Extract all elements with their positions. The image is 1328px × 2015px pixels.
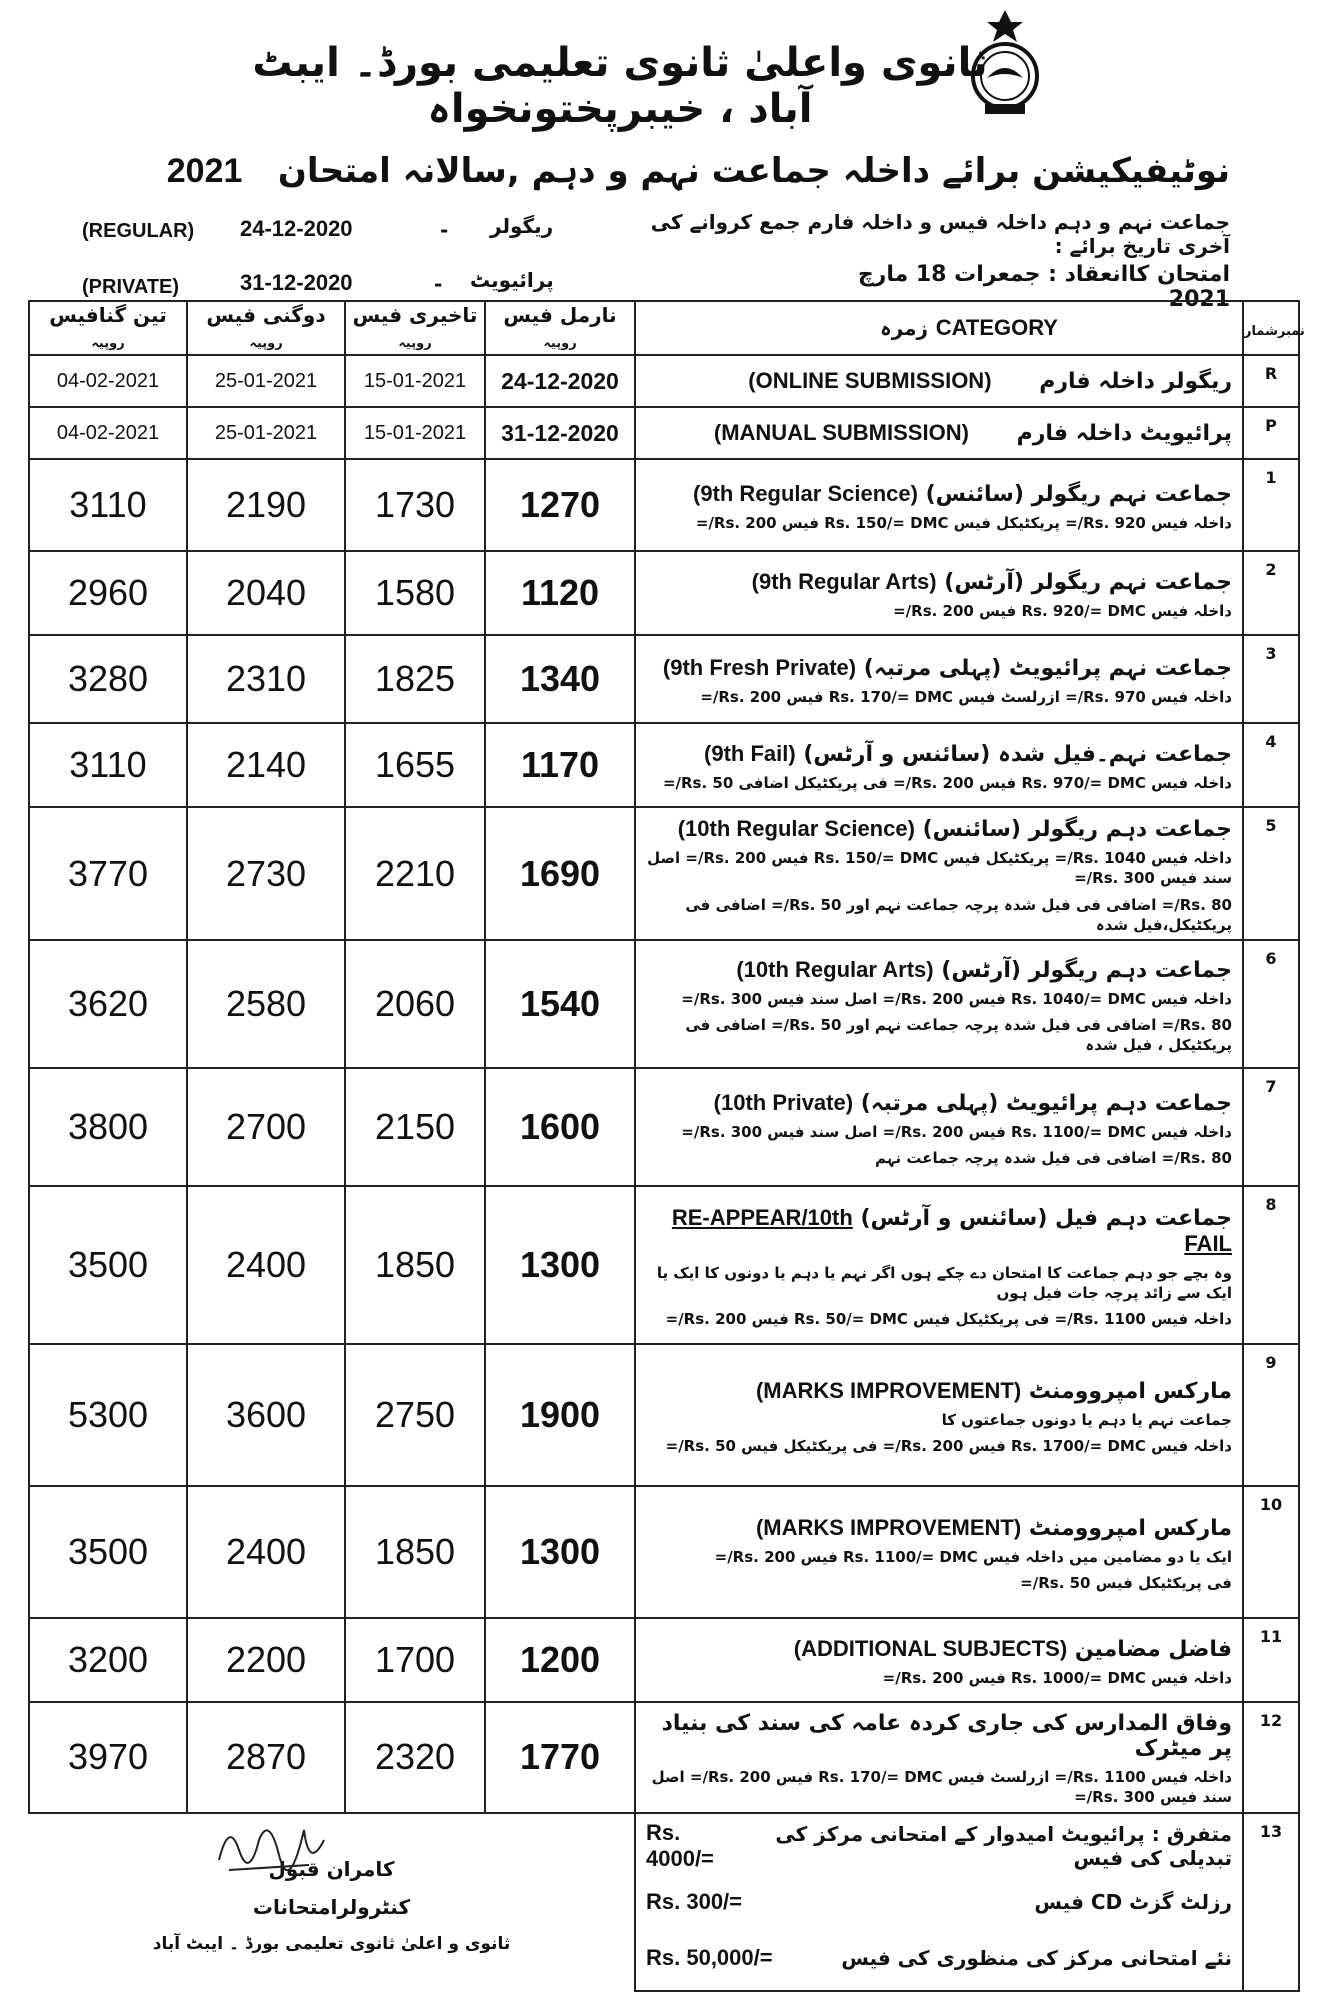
fee-table <box>28 300 1305 1992</box>
table-row <box>29 1702 1299 1813</box>
category-title-en: RE-APPEAR/10th FAIL <box>671 1204 1232 1256</box>
table-row <box>29 635 1299 723</box>
triple-fee: 3800 <box>29 1068 187 1186</box>
category-detail: داخلہ فیس Rs. 1000/= DMC فیس Rs. 200/= <box>882 1668 1232 1687</box>
table-header-row <box>29 301 1299 355</box>
category-title <box>636 808 1242 846</box>
category-cell <box>635 940 1243 1068</box>
category-cell <box>635 1618 1243 1702</box>
category-title-ur: جماعت دہم فیل (سائنس و آرٹس) <box>860 1205 1232 1231</box>
late-fee: 1700 <box>345 1618 485 1702</box>
regular-label-en: (REGULAR) <box>82 220 195 242</box>
category-title-en: (10th Regular Science) <box>677 816 915 841</box>
double-fee: 2400 <box>187 1486 345 1618</box>
row-serial: R <box>1243 355 1299 407</box>
category-detail: Rs. 80/= اضافی فی فیل شدہ پرچہ جماعت نہم اور Rs. 50/= اضافی فی پریکٹیکل،فیل شدہ <box>685 895 1232 934</box>
category-title-en: (9th Fresh Private) <box>662 654 857 680</box>
late-fee: 1850 <box>345 1486 485 1618</box>
table-row <box>29 1618 1299 1702</box>
late-fee: 2150 <box>345 1068 485 1186</box>
normal-fee: 1770 <box>485 1702 635 1813</box>
triple-fee: 2960 <box>29 551 187 635</box>
double-date: 25-01-2021 <box>187 407 345 459</box>
header-serial: نمبرشمار <box>1243 301 1299 355</box>
category-cell <box>635 1486 1243 1618</box>
date-row-category <box>635 355 1243 407</box>
regular-dash: - <box>440 218 449 242</box>
row-serial: 2 <box>1243 551 1299 635</box>
category-title-ur: جماعت نہم پرائیویٹ (پہلی مرتبہ) <box>863 655 1232 681</box>
double-fee: 3600 <box>187 1344 345 1486</box>
double-fee: 2730 <box>187 807 345 940</box>
category-title <box>636 1197 1242 1261</box>
category-title <box>636 949 1242 987</box>
category-detail: داخلہ فیس Rs. 970/= ازرلسٹ فیس Rs. 170/= DMC فیس Rs. 200/= <box>700 687 1232 706</box>
category-title-ur: فاضل مضامین <box>1074 1636 1232 1662</box>
category-title <box>636 1370 1242 1408</box>
table-row <box>29 1068 1299 1186</box>
category-detail: داخلہ فیس Rs. 1100/= ازرلسٹ فیس Rs. 170/= DMC فیس Rs. 200/= اصل سند فیس Rs. 300/= <box>651 1768 1232 1807</box>
triple-fee: 3110 <box>29 459 187 551</box>
table-row <box>29 1486 1299 1618</box>
category-title-en: (MARKS IMPROVEMENT) <box>755 1514 1022 1540</box>
category-detail: داخلہ فیس Rs. 920/= DMC فیس Rs. 200/= <box>893 601 1232 620</box>
normal-fee: 1690 <box>485 807 635 940</box>
misc-item <box>636 1930 1242 1986</box>
triple-fee: 3500 <box>29 1186 187 1344</box>
misc-items <box>635 1813 1243 1991</box>
category-title <box>636 1703 1242 1765</box>
misc-item <box>636 1818 1242 1874</box>
signature-designation: کنٹرولرامتحانات <box>252 1894 411 1919</box>
date-row-title-ur: پرائیویٹ داخلہ فارم <box>1016 421 1232 446</box>
table-row <box>29 459 1299 551</box>
category-title-en: (9th Regular Science) <box>692 480 918 506</box>
category-detail: فی پریکٹیکل فیس Rs. 50/= <box>1020 1574 1232 1592</box>
normal-fee: 1540 <box>485 940 635 1068</box>
triple-fee: 5300 <box>29 1344 187 1486</box>
misc-item-value: Rs. 4000/= <box>646 1819 714 1871</box>
normal-date: 24-12-2020 <box>485 355 635 407</box>
category-cell <box>635 459 1243 551</box>
category-detail: داخلہ فیس Rs. 1040/= DMC فیس Rs. 200/= اصل سند فیس Rs. 300/= <box>681 989 1232 1008</box>
normal-fee: 1300 <box>485 1186 635 1344</box>
row-serial: 7 <box>1243 1068 1299 1186</box>
table-row <box>29 807 1299 940</box>
late-fee: 2750 <box>345 1344 485 1486</box>
signature-block <box>29 1813 635 1991</box>
misc-item <box>636 1874 1242 1930</box>
misc-item-value: Rs. 300/= <box>646 1888 743 1914</box>
category-title-en: (ADDITIONAL SUBJECTS) <box>793 1635 1068 1661</box>
category-title-ur: جماعت دہم ریگولر (سائنس) <box>922 817 1232 842</box>
late-date: 15-01-2021 <box>345 355 485 407</box>
header-normal: نارمل فیس روپیہ <box>485 301 635 355</box>
private-label-en: (PRIVATE) <box>82 276 180 298</box>
regular-label-ur: ریگولر <box>490 214 554 238</box>
triple-fee: 3280 <box>29 635 187 723</box>
category-title-ur: جماعت دہم پرائیویٹ (پہلی مرتبہ) <box>860 1090 1232 1116</box>
triple-date: 04-02-2021 <box>29 355 187 407</box>
category-title-en: (10th Regular Arts) <box>736 956 934 982</box>
header-late: تاخیری فیس روپیہ <box>345 301 485 355</box>
double-fee: 2870 <box>187 1702 345 1813</box>
row-serial: 11 <box>1243 1618 1299 1702</box>
triple-fee: 3500 <box>29 1486 187 1618</box>
misc-serial: 13 <box>1243 1813 1299 1991</box>
category-title-ur: مارکس امپروومنٹ <box>1028 1515 1232 1541</box>
normal-fee: 1200 <box>485 1618 635 1702</box>
category-title-en: (9th Fail) <box>704 740 796 766</box>
category-cell <box>635 723 1243 807</box>
category-title-ur: جماعت نہم ریگولر (سائنس) <box>925 481 1232 507</box>
double-fee: 2200 <box>187 1618 345 1702</box>
row-serial: P <box>1243 407 1299 459</box>
category-title-en: (MARKS IMPROVEMENT) <box>755 1377 1022 1403</box>
table-row <box>29 723 1299 807</box>
category-cell <box>635 1344 1243 1486</box>
category-cell <box>635 1068 1243 1186</box>
category-detail: داخلہ فیس Rs. 1700/= DMC فیس Rs. 200/= فی پریکٹیکل فیس Rs. 50/= <box>665 1437 1232 1455</box>
double-fee: 2140 <box>187 723 345 807</box>
normal-fee: 1340 <box>485 635 635 723</box>
normal-fee: 1170 <box>485 723 635 807</box>
late-fee: 1580 <box>345 551 485 635</box>
row-serial: 1 <box>1243 459 1299 551</box>
deadline-text: جماعت نہم و دہم داخلہ فیس و داخلہ فارم جمع کروانے کی آخری تاریخ برائے : <box>650 210 1230 258</box>
triple-fee: 3110 <box>29 723 187 807</box>
category-title-ur: جماعت نہم ریگولر (آرٹس) <box>944 569 1232 595</box>
row-serial: 3 <box>1243 635 1299 723</box>
double-date: 25-01-2021 <box>187 355 345 407</box>
private-dash: - <box>434 272 443 296</box>
row-serial: 5 <box>1243 807 1299 940</box>
table-row <box>29 1186 1299 1344</box>
signature-office: ثانوی و اعلیٰ ثانوی تعلیمی بورڈ ۔ ایبٹ آباد <box>152 1933 511 1954</box>
board-title: ثانوی واعلیٰ ثانوی تعلیمی بورڈ۔ ایبٹ آباد ، خیبرپختونخواہ <box>252 40 988 132</box>
misc-item-label: نئے امتحانی مرکز کی منظوری کی فیس <box>841 1945 1232 1970</box>
late-fee: 1850 <box>345 1186 485 1344</box>
category-title-en: (10th Private) <box>713 1089 854 1115</box>
normal-fee: 1300 <box>485 1486 635 1618</box>
category-title-en: (9th Regular Arts) <box>751 568 937 594</box>
header-category: زمرہ CATEGORY <box>635 301 1243 355</box>
private-date: 31-12-2020 <box>240 270 353 295</box>
late-date: 15-01-2021 <box>345 407 485 459</box>
triple-fee: 3200 <box>29 1618 187 1702</box>
triple-fee: 3970 <box>29 1702 187 1813</box>
category-detail: داخلہ فیس Rs. 920/= پریکٹیکل فیس Rs. 150/= DMC فیس Rs. 200/= <box>695 513 1232 532</box>
category-title <box>636 561 1242 599</box>
date-row <box>29 355 1299 407</box>
double-fee: 2310 <box>187 635 345 723</box>
row-serial: 9 <box>1243 1344 1299 1486</box>
board-seal-icon <box>955 8 1055 118</box>
category-title-ur: مارکس امپروومنٹ <box>1028 1378 1232 1404</box>
misc-item-label: رزلٹ گزٹ CD فیس <box>1034 1889 1232 1914</box>
late-fee: 1730 <box>345 459 485 551</box>
category-cell <box>635 551 1243 635</box>
normal-date: 31-12-2020 <box>485 407 635 459</box>
category-cell <box>635 1702 1243 1813</box>
late-fee: 1825 <box>345 635 485 723</box>
row-serial: 4 <box>1243 723 1299 807</box>
category-cell <box>635 1186 1243 1344</box>
triple-fee: 3620 <box>29 940 187 1068</box>
category-title <box>636 733 1242 771</box>
category-detail: داخلہ فیس Rs. 1100/= فی پریکٹیکل فیس Rs. 50/= DMC فیس Rs. 200/= <box>665 1310 1232 1329</box>
category-detail: داخلہ فیس Rs. 970/= DMC فیس Rs. 200/= فی پریکٹیکل اضافی Rs. 50/= <box>662 773 1232 792</box>
table-row <box>29 551 1299 635</box>
signature-scribble <box>209 1810 329 1880</box>
date-row-title-en: (MANUAL SUBMISSION) <box>713 420 969 445</box>
category-detail: جماعت نہم یا دہم یا دونوں جماعتوں کا <box>941 1410 1232 1429</box>
late-fee: 2210 <box>345 807 485 940</box>
category-detail: داخلہ فیس Rs. 1040/= پریکٹیکل فیس Rs. 150/= DMC فیس Rs. 200/= اصل سند فیس Rs. 300/= <box>647 849 1232 888</box>
regular-date: 24-12-2020 <box>240 216 353 241</box>
normal-fee: 1270 <box>485 459 635 551</box>
misc-item-value: Rs. 50,000/= <box>646 1944 773 1970</box>
date-row-title-ur: ریگولر داخلہ فارم <box>1039 369 1232 394</box>
private-label-ur: پرائیویٹ <box>470 268 554 292</box>
category-title <box>636 647 1242 685</box>
triple-fee: 3770 <box>29 807 187 940</box>
category-cell <box>635 635 1243 723</box>
category-title <box>636 1628 1242 1666</box>
table-row <box>29 1344 1299 1486</box>
exam-start: امتحان کاانعقاد : جمعرات 18 مارچ 2021 <box>857 262 1230 312</box>
signature-name: کامران قبول <box>268 1856 395 1881</box>
notification-heading: نوٹیفیکیشن برائے داخلہ جماعت نہم و دہم ,سالانہ امتحان 2021 <box>166 151 1230 191</box>
row-serial: 12 <box>1243 1702 1299 1813</box>
date-row-title <box>636 364 1242 398</box>
late-fee: 2320 <box>345 1702 485 1813</box>
normal-fee: 1120 <box>485 551 635 635</box>
late-fee: 1655 <box>345 723 485 807</box>
category-title-ur: وفاق المدارس کی جاری کردہ عامہ کی سند کی بنیاد پر میٹرک <box>661 1711 1232 1761</box>
category-title <box>636 473 1242 511</box>
date-row-title-en: (ONLINE SUBMISSION) <box>748 368 992 393</box>
row-serial: 10 <box>1243 1486 1299 1618</box>
date-row-category <box>635 407 1243 459</box>
double-fee: 2400 <box>187 1186 345 1344</box>
date-row-title <box>636 416 1242 450</box>
category-detail: Rs. 80/= اضافی فی فیل شدہ پرچہ جماعت نہم <box>874 1149 1232 1167</box>
double-fee: 2190 <box>187 459 345 551</box>
header-triple: تین گنافیس روپیہ <box>29 301 187 355</box>
normal-fee: 1600 <box>485 1068 635 1186</box>
category-detail: داخلہ فیس Rs. 1100/= DMC فیس Rs. 200/= اصل سند فیس Rs. 300/= <box>681 1122 1232 1141</box>
category-detail: وہ بچے جو دہم جماعت کا امتحان دے چکے ہوں اگر نہم یا دہم یا دونوں کا ایک یا ایک سے زائد پرچہ جات فیل ہوں <box>656 1263 1232 1302</box>
header-double: دوگنی فیس روپیہ <box>187 301 345 355</box>
triple-date: 04-02-2021 <box>29 407 187 459</box>
category-detail: ایک یا دو مضامین میں داخلہ فیس Rs. 1100/= DMC فیس Rs. 200/= <box>714 1547 1232 1566</box>
category-cell <box>635 807 1243 940</box>
table-row <box>29 940 1299 1068</box>
category-title <box>636 1507 1242 1545</box>
normal-fee: 1900 <box>485 1344 635 1486</box>
late-fee: 2060 <box>345 940 485 1068</box>
row-serial: 8 <box>1243 1186 1299 1344</box>
double-fee: 2580 <box>187 940 345 1068</box>
misc-item-label: متفرق : پرائیویٹ امیدوار کے امتحانی مرکز کی تبدیلی کی فیس <box>775 1821 1232 1870</box>
date-row <box>29 407 1299 459</box>
row-serial: 6 <box>1243 940 1299 1068</box>
category-title-ur: جماعت دہم ریگولر (آرٹس) <box>941 957 1232 983</box>
category-title <box>636 1082 1242 1120</box>
double-fee: 2040 <box>187 551 345 635</box>
misc-row <box>29 1813 1299 1991</box>
double-fee: 2700 <box>187 1068 345 1186</box>
category-detail: Rs. 80/= اضافی فی فیل شدہ پرچہ جماعت نہم اور Rs. 50/= اضافی فی پریکٹیکل ، فیل شدہ <box>685 1015 1232 1055</box>
category-title-ur: جماعت نہم۔فیل شدہ (سائنس و آرٹس) <box>803 741 1232 767</box>
